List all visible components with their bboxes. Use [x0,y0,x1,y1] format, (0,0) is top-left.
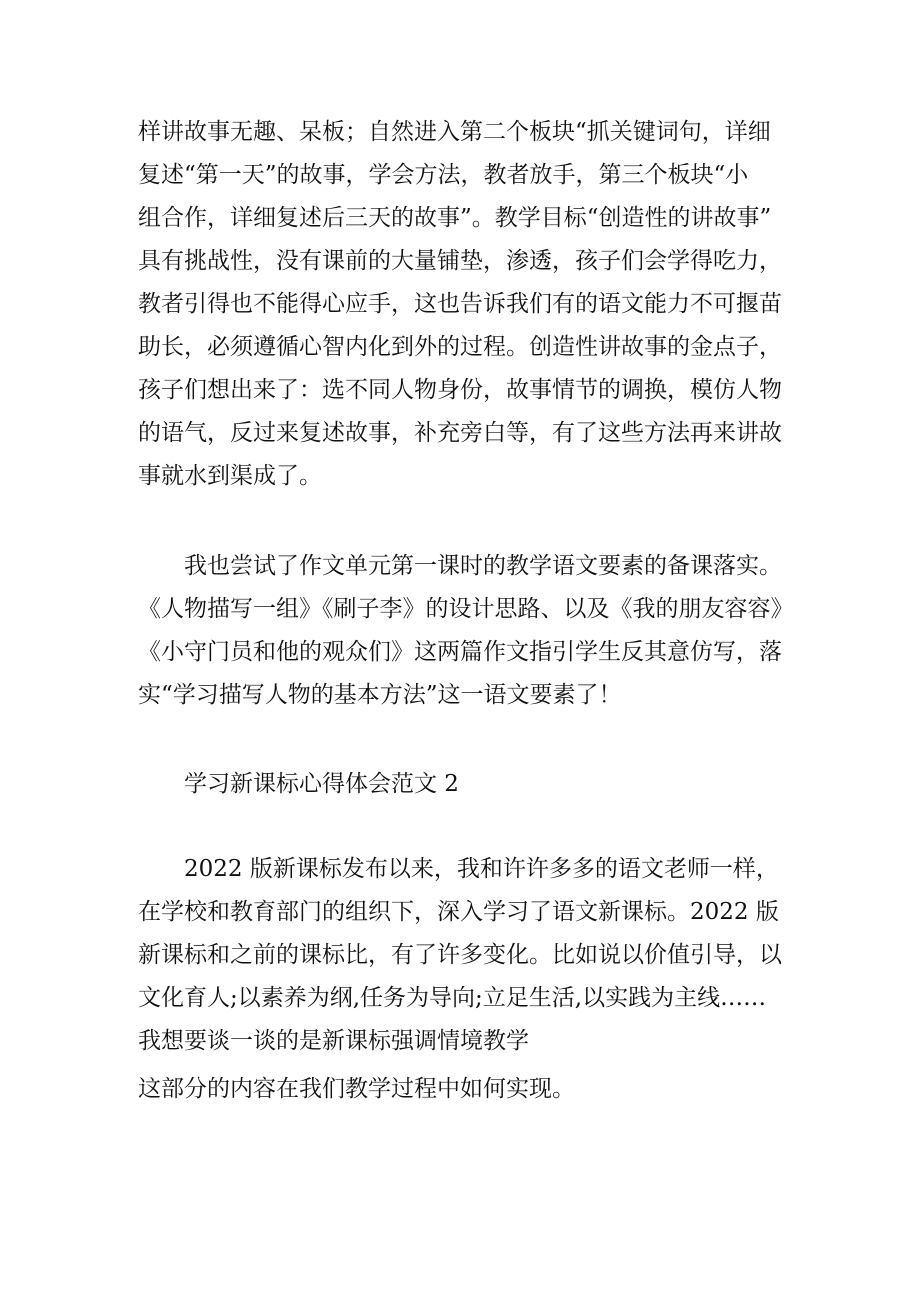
text-line: 组合作，详细复述后三天的故事”。教学目标“创造性的讲故事” [138,205,772,231]
text-line: 我想要谈一谈的是新课标强调情境教学 [138,1028,529,1054]
text-line: 的语气，反过来复述故事，补充旁白等，有了这些方法再来讲故 [138,420,782,446]
text-line: 《小守门员和他的观众们》这两篇作文指引学生反其意仿写，落 [138,639,782,665]
text-line: 复述“第一天”的故事，学会方法，教者放手，第三个板块“小 [138,162,749,188]
text-line: 事就水到渠成了。 [138,463,322,489]
paragraph-new-curriculum [138,848,798,1063]
text-line: 样讲故事无趣、呆板；自然进入第二个板块“抓关键词句，详细 [138,119,771,145]
text-line: 我也尝试了作文单元第一课时的教学语文要素的备课落实。 [138,553,782,579]
text-line: 新课标和之前的课标比，有了许多变化。比如说以价值引导，以 [138,942,782,968]
text-line: 文化育人;以素养为纲,任务为导向;立足生活,以实践为主线…… [138,985,767,1011]
paragraph-storytelling [138,111,798,498]
text-line: 《人物描写一组》《刷子李》的设计思路、以及《我的朋友容容》 [138,596,794,622]
text-line: 孩子们想出来了：选不同人物身份，故事情节的调换，模仿人物 [138,377,782,403]
section-heading [138,763,798,806]
paragraph-composition-unit [138,545,798,717]
text-line: 具有挑战性，没有课前的大量铺垫，渗透，孩子们会学得吃力， [138,248,782,274]
text-line: 这部分的内容在我们教学过程中如何实现。 [138,1076,575,1102]
paragraph-continuation [138,1068,798,1111]
text-line: 实“学习描写人物的基本方法”这一语文要素了！ [138,682,622,708]
text-line: 教者引得也不能得心应手，这也告诉我们有的语文能力不可揠苗 [138,291,782,317]
heading-text: 学习新课标心得体会范文 2 [138,771,459,797]
text-line: 在学校和教育部门的组织下，深入学习了语文新课标。2022 版 [138,899,779,925]
text-line: 助长，必须遵循心智内化到外的过程。创造性讲故事的金点子， [138,334,782,360]
text-line: 2022 版新课标发布以来，我和许许多多的语文老师一样， [138,856,779,882]
